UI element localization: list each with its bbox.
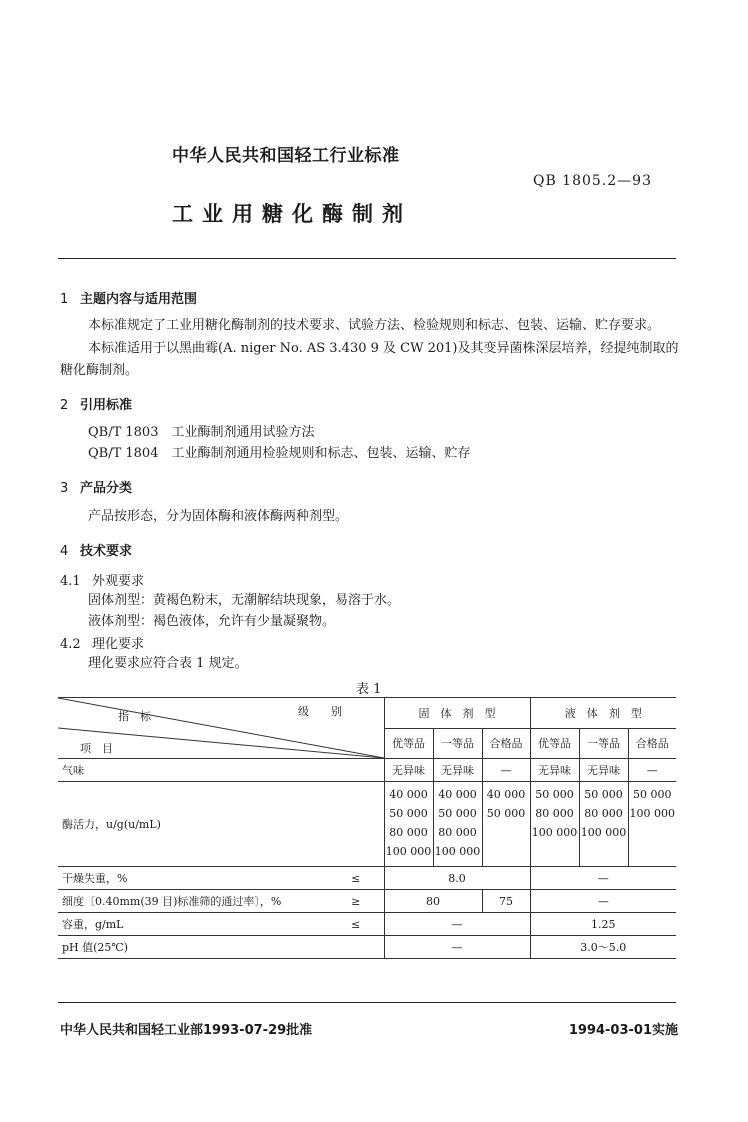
table-row-density (58, 913, 676, 936)
table-cell: — (482, 759, 530, 782)
table-cell: — (384, 936, 530, 959)
subsection-number: 4.2 (60, 637, 81, 652)
spec-table (58, 697, 676, 959)
section-number: 2 (60, 398, 69, 413)
section-4-heading (60, 540, 132, 559)
table-row-odor (58, 759, 676, 782)
activity-value: 50 000 (486, 807, 526, 820)
table-cell (628, 782, 676, 867)
org-title: 中华人民共和国轻工行业标准 (172, 146, 400, 166)
approval-line: 中华人民共和国轻工业部1993-07-29批准 (60, 1023, 313, 1038)
activity-value: 40 000 (486, 788, 526, 801)
activity-value: 50 000 (438, 807, 477, 820)
document-title: 工业用糖化酶制剂 (172, 202, 412, 226)
activity-value: 80 000 (438, 826, 477, 839)
activity-value: 100 000 (531, 826, 578, 839)
grade-header: 一等品 (433, 728, 482, 759)
diagonal-label-item: 项 目 (80, 742, 113, 755)
row-label: 气味 (58, 759, 384, 782)
activity-value: 50 000 (633, 788, 672, 801)
subsection-4-2-paragraph: 理化要求应符合表 1 规定。 (88, 656, 248, 671)
table-cell: 无异味 (530, 759, 579, 782)
diagonal-label-grade: 级 别 (298, 705, 342, 718)
comparison-symbol: ≤ (328, 867, 384, 890)
section-1-paragraph-1: 本标准规定了工业用糖化酶制剂的技术要求、试验方法、检验规则和标志、包装、运输、贮存要求。 (88, 318, 661, 333)
subsection-4-1-heading (60, 570, 144, 589)
table-cell (482, 782, 530, 867)
header-rule (58, 258, 676, 259)
standard-code: QB 1805.2—93 (532, 173, 652, 189)
grade-header: 合格品 (482, 728, 530, 759)
row-label: 细度〔0.40mm(39 目)标准筛的通过率〕，% (58, 890, 328, 913)
section-number: 1 (60, 292, 69, 307)
table-cell: — (530, 867, 676, 890)
row-label: 酶活力，u/g(u/mL) (58, 782, 384, 867)
table-cell: — (530, 890, 676, 913)
row-label: 容重，g/mL (58, 913, 328, 936)
activity-value: 40 000 (438, 788, 477, 801)
reference-2: QB/T 1804 工业酶制剂通用检验规则和标志、包装、运输、贮存 (88, 446, 471, 461)
section-3-heading (60, 477, 132, 496)
table-cell: 1.25 (530, 913, 676, 936)
grade-header: 优等品 (384, 728, 433, 759)
activity-value: 50 000 (535, 788, 574, 801)
activity-value: 50 000 (584, 788, 623, 801)
activity-value: 80 000 (389, 826, 428, 839)
activity-value: 50 000 (389, 807, 428, 820)
table-cell (384, 782, 433, 867)
table-row-fineness (58, 890, 676, 913)
activity-value: 100 000 (629, 807, 675, 820)
grade-header: 合格品 (628, 728, 676, 759)
comparison-symbol: ≤ (328, 913, 384, 936)
row-label: pH 值(25℃) (58, 936, 384, 959)
section-title: 引用标准 (80, 398, 133, 413)
table-cell: — (384, 913, 530, 936)
subsection-title: 理化要求 (92, 637, 145, 652)
activity-value: 40 000 (389, 788, 428, 801)
table-cell (579, 782, 628, 867)
activity-value: 100 000 (580, 826, 627, 839)
table-cell: 无异味 (433, 759, 482, 782)
subsection-4-2-heading (60, 633, 144, 652)
activity-value: 100 000 (385, 845, 432, 858)
table-caption: 表 1 (356, 682, 382, 697)
section-1-paragraph-2: 本标准适用于以黑曲霉(A. niger No. AS 3.430 9 及 CW 201)及其变异菌株深层培养，经提纯制取的糖化酶制剂。 (60, 341, 679, 378)
effective-date: 1994-03-01实施 (568, 1023, 678, 1038)
section-title: 产品分类 (80, 481, 133, 496)
section-3-paragraph: 产品按形态，分为固体酶和液体酶两种剂型。 (88, 509, 349, 524)
table-cell: 无异味 (384, 759, 433, 782)
footer-rule (58, 1002, 676, 1003)
table-cell: 3.0～5.0 (530, 936, 676, 959)
section-title: 技术要求 (80, 544, 133, 559)
section-number: 4 (60, 544, 69, 559)
row-label: 干燥失重，% (58, 867, 328, 890)
table-row-moisture (58, 867, 676, 890)
section-number: 3 (60, 481, 69, 496)
activity-value: 80 000 (584, 807, 623, 820)
subsection-title: 外观要求 (92, 574, 145, 589)
section-2-heading (60, 394, 132, 413)
liquid-form-description: 液体剂型：褐色液体，允许有少量凝聚物。 (88, 614, 336, 629)
group-header-solid: 固 体 剂 型 (384, 698, 530, 729)
table-cell: — (628, 759, 676, 782)
grade-header: 优等品 (530, 728, 579, 759)
section-1-heading (60, 288, 197, 307)
table-cell: 80 (384, 890, 482, 913)
diagonal-label-indicator: 指 标 (118, 710, 151, 723)
table-cell (433, 782, 482, 867)
solid-form-description: 固体剂型：黄褐色粉末，无潮解结块现象，易溶于水。 (88, 593, 401, 608)
reference-1: QB/T 1803 工业酶制剂通用试验方法 (88, 425, 315, 440)
section-title: 主题内容与适用范围 (80, 292, 198, 307)
diagonal-header-cell (58, 698, 384, 759)
table-cell: 无异味 (579, 759, 628, 782)
grade-header: 一等品 (579, 728, 628, 759)
table-cell: 75 (482, 890, 530, 913)
table-cell: 8.0 (384, 867, 530, 890)
table-cell (530, 782, 579, 867)
subsection-number: 4.1 (60, 574, 81, 589)
activity-value: 80 000 (535, 807, 574, 820)
group-header-liquid: 液 体 剂 型 (530, 698, 676, 729)
comparison-symbol: ≥ (328, 890, 384, 913)
table-row-ph (58, 936, 676, 959)
activity-value: 100 000 (434, 845, 481, 858)
table-row-activity (58, 782, 676, 867)
